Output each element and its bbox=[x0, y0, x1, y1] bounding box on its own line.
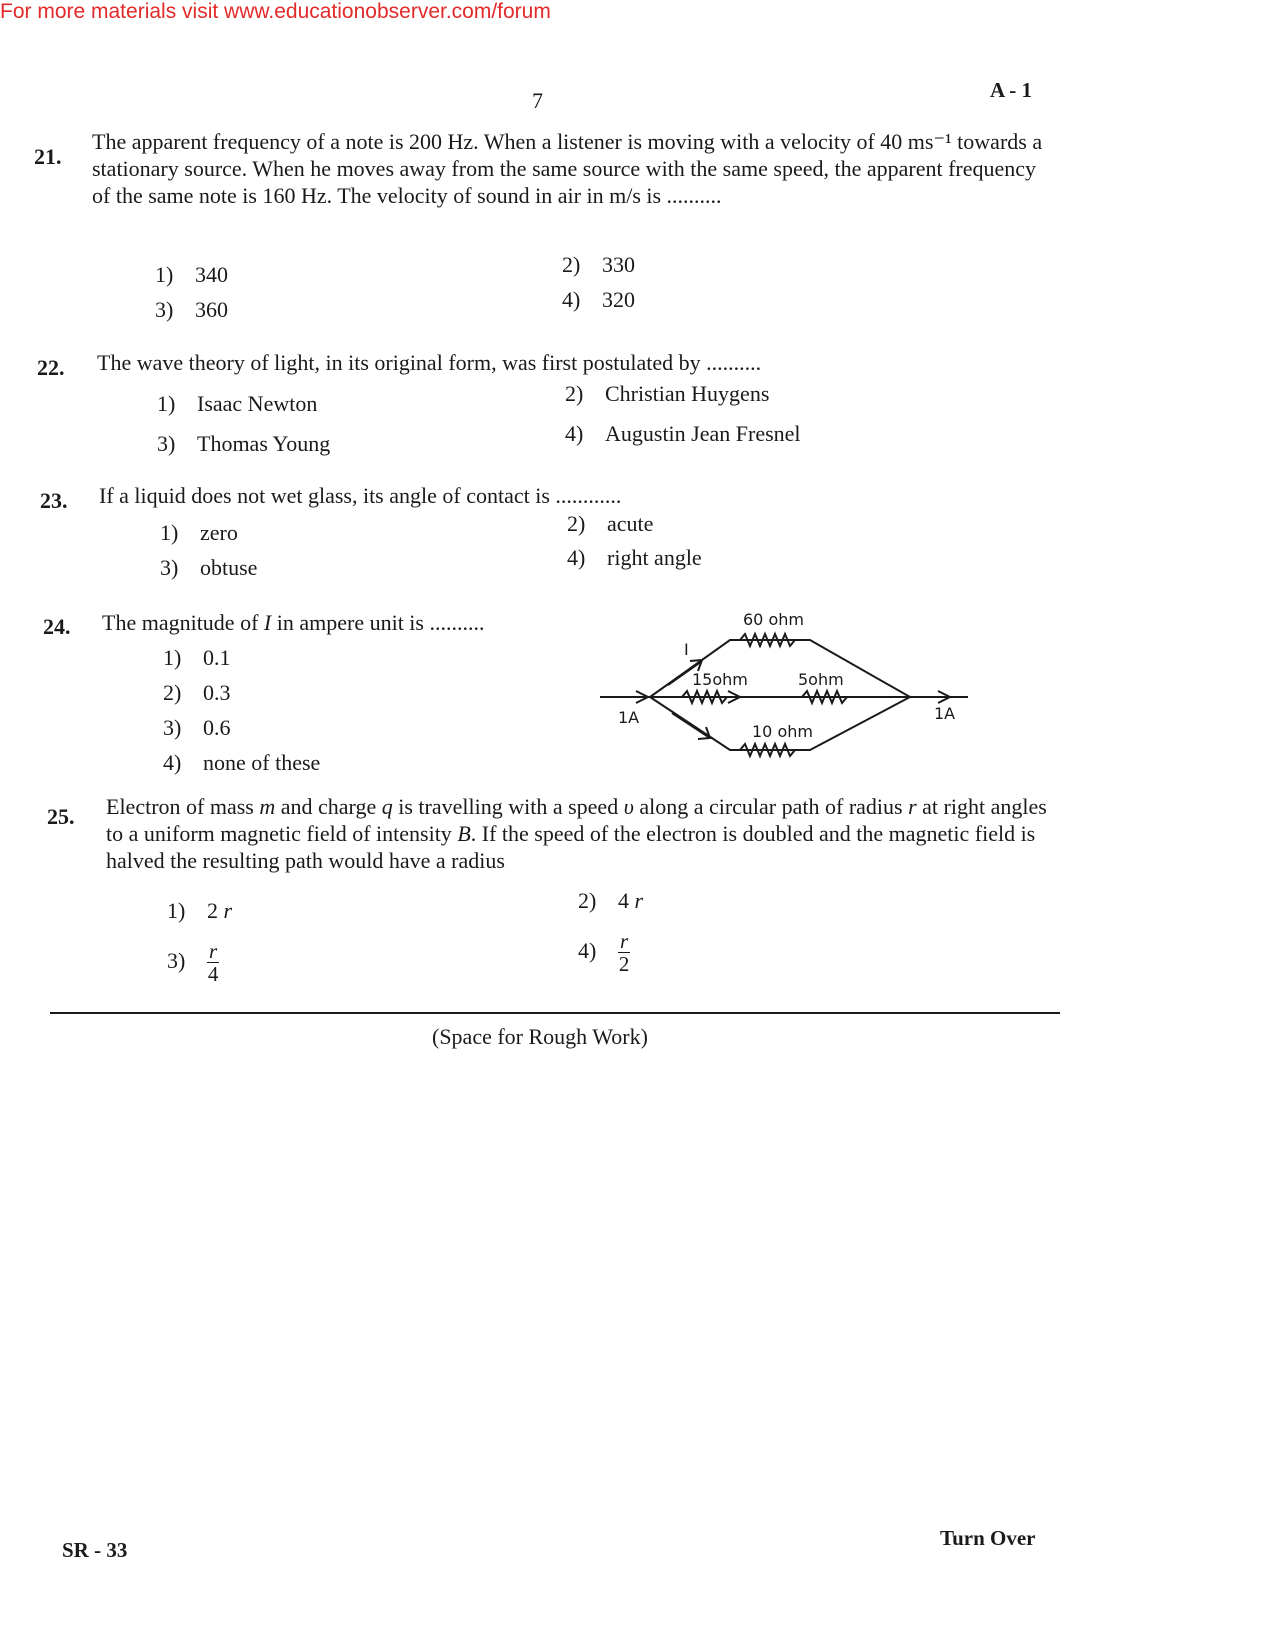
text-fragment: and charge bbox=[275, 794, 382, 819]
fraction-r-over-4: $\frac{r}{4}$ bbox=[207, 939, 219, 986]
question-number: 25. bbox=[47, 804, 75, 829]
option-25-3: 3) $\frac{r}{4}$ bbox=[167, 939, 219, 986]
option-24-1: 1) 0.1 bbox=[163, 645, 231, 670]
option-25-4: 4) $\frac{r}{2}$ bbox=[578, 929, 630, 976]
question-text: The apparent frequency of a note is 200 Hz. When a listener is moving with a velocity of 40 ms⁻¹ towards a stationary source. When he moves away from the same source with the same speed, the apparent frequency of the same note is 160 Hz. The velocity of sound in air in m/s is .......... bbox=[92, 129, 1043, 208]
current-label: I bbox=[684, 640, 689, 659]
bottom-arrow bbox=[672, 713, 710, 738]
option-21-1: 1) 340 bbox=[155, 262, 228, 287]
option-25-2: 2) 4 r bbox=[578, 888, 644, 913]
math-variable: q bbox=[381, 794, 393, 819]
option-22-3: 3) Thomas Young bbox=[157, 431, 331, 456]
math-variable: B bbox=[457, 821, 471, 846]
turn-over-label: Turn Over bbox=[940, 1526, 1036, 1550]
booklet-code-bottom: SR - 33 bbox=[62, 1538, 128, 1562]
question-text: The magnitude of I in ampere unit is .......... bbox=[102, 610, 485, 635]
text-fragment: along a circular path of radius bbox=[633, 794, 909, 819]
top-resistor-label: 60 ohm bbox=[743, 610, 804, 629]
option-24-4: 4) none of these bbox=[163, 750, 321, 775]
option-22-1: 1) Isaac Newton bbox=[157, 391, 318, 416]
fraction-r-over-2: $\frac{r}{2}$ bbox=[618, 929, 630, 976]
question-text: The wave theory of light, in its original form, was first postulated by .......... bbox=[97, 350, 762, 375]
text-fragment: at right angles to a uniform magnetic field of intensity bbox=[106, 794, 1047, 846]
text-fragment: Electron of mass bbox=[106, 794, 260, 819]
booklet-code-top: A - 1 bbox=[990, 78, 1032, 102]
option-22-4: 4) Augustin Jean Fresnel bbox=[565, 421, 801, 446]
question-number: 22. bbox=[37, 355, 65, 380]
option-21-4: 4) 320 bbox=[562, 287, 635, 312]
question-number: 24. bbox=[43, 614, 71, 639]
option-22-2: 2) Christian Huygens bbox=[565, 381, 770, 406]
option-24-2: 2) 0.3 bbox=[163, 680, 231, 705]
middle-left-resistor-label: 15ohm bbox=[692, 670, 748, 689]
middle-right-resistor bbox=[802, 691, 847, 703]
option-24-3: 3) 0.6 bbox=[163, 715, 231, 740]
input-current-label: 1A bbox=[618, 708, 640, 727]
question-text bbox=[106, 793, 1056, 874]
option-25-1: 1) 2 r bbox=[167, 898, 233, 923]
option-21-3: 3) 360 bbox=[155, 297, 228, 322]
math-variable: r bbox=[908, 794, 917, 819]
question-number: 23. bbox=[40, 488, 68, 513]
bottom-resistor-label: 10 ohm bbox=[752, 722, 813, 741]
rough-work-divider bbox=[50, 1012, 1060, 1014]
source-banner[interactable]: For more materials visit www.educationobserver.com/forum bbox=[0, 0, 551, 23]
circuit-diagram bbox=[600, 605, 980, 765]
text-fragment: is travelling with a speed bbox=[392, 794, 624, 819]
option-23-2: 2) acute bbox=[567, 511, 654, 536]
middle-left-resistor bbox=[682, 691, 727, 703]
page-number: 7 bbox=[532, 88, 543, 113]
math-variable: υ bbox=[623, 794, 634, 819]
option-23-1: 1) zero bbox=[160, 520, 238, 545]
option-21-2: 2) 330 bbox=[562, 252, 635, 277]
middle-right-resistor-label: 5ohm bbox=[798, 670, 844, 689]
option-23-4: 4) right angle bbox=[567, 545, 702, 570]
math-variable: m bbox=[259, 794, 276, 819]
text-fragment: . If the speed of the electron is doubled and the magnetic field is halved the resulting path would have a radius bbox=[106, 821, 1036, 873]
option-23-3: 3) obtuse bbox=[160, 555, 258, 580]
output-current-label: 1A bbox=[934, 704, 956, 723]
rough-work-label: (Space for Rough Work) bbox=[432, 1024, 648, 1049]
question-number: 21. bbox=[34, 144, 62, 169]
question-text: If a liquid does not wet glass, its angle of contact is ............ bbox=[99, 483, 622, 508]
